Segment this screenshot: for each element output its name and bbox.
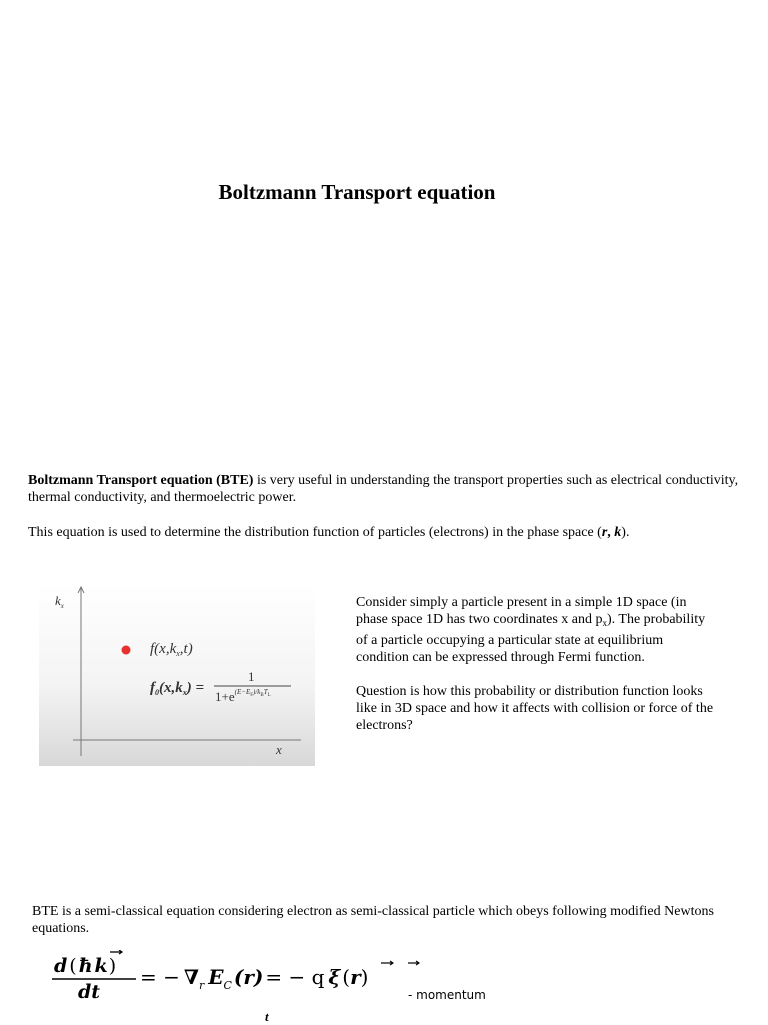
fermi-denominator: $1+e^{(E-E}F$)/kBTL bbox=[215, 688, 271, 704]
figure-background bbox=[39, 584, 315, 766]
bottom-t-label: t bbox=[265, 1009, 269, 1024]
equation-numerator: d ( ħ k) bbox=[54, 955, 117, 977]
distribution-figure bbox=[39, 584, 315, 766]
phase-space-k: k bbox=[614, 525, 622, 540]
newton-equation bbox=[50, 950, 450, 1006]
phase-space-r: r bbox=[601, 525, 608, 540]
side-paragraph-1: Consider simply a particle present in a simple 1D space (in phase space 1D has two coordinates x and $p_x$). The probability of a particle occupying a particular state at equilibrium condition can be expressed through Fermi function. bbox=[356, 595, 706, 665]
intro-bold-lead: Boltzmann Transport equation (BTE) bbox=[28, 473, 254, 488]
phase-space-comma: , bbox=[607, 525, 615, 540]
equation-denominator: dt bbox=[78, 981, 101, 1003]
equation-note: - momentum bbox=[408, 988, 486, 1002]
x-axis-label: x bbox=[276, 742, 282, 757]
intro-rest: is very useful in understanding the transport properties such as electrical conductivity, thermal conductivity, and thermoelectric power. bbox=[28, 473, 739, 505]
page-title: Boltzmann Transport equation bbox=[218, 180, 496, 204]
side-paragraph-2: Question is how this probability or distribution function looks like in 3D space and how it affects with collision or force of the electrons? bbox=[356, 684, 714, 733]
fermi-lhs: $f_0(x,k_x)$ = bbox=[150, 680, 205, 697]
equation-rhs: = − $\nabla_r$ $E_C$ (r) = − q ξ (r) bbox=[140, 965, 369, 992]
particle-dot bbox=[122, 646, 131, 655]
phase-space-after: ). bbox=[621, 525, 630, 540]
f-function-label: $f(x,k_x,t)$ bbox=[150, 641, 193, 658]
phase-space-before: This equation is used to determine the distribution function of particles (electrons) in the phase space ( bbox=[28, 525, 602, 540]
fermi-numerator: 1 bbox=[248, 669, 255, 684]
y-axis-label: $k_x$ bbox=[55, 593, 64, 610]
phase-space-paragraph bbox=[28, 524, 763, 541]
intro-paragraph bbox=[28, 472, 763, 506]
bte-paragraph: BTE is a semi-classical equation considering electron as semi-classical particle which obeys following modified Newtons equations. bbox=[32, 904, 714, 936]
